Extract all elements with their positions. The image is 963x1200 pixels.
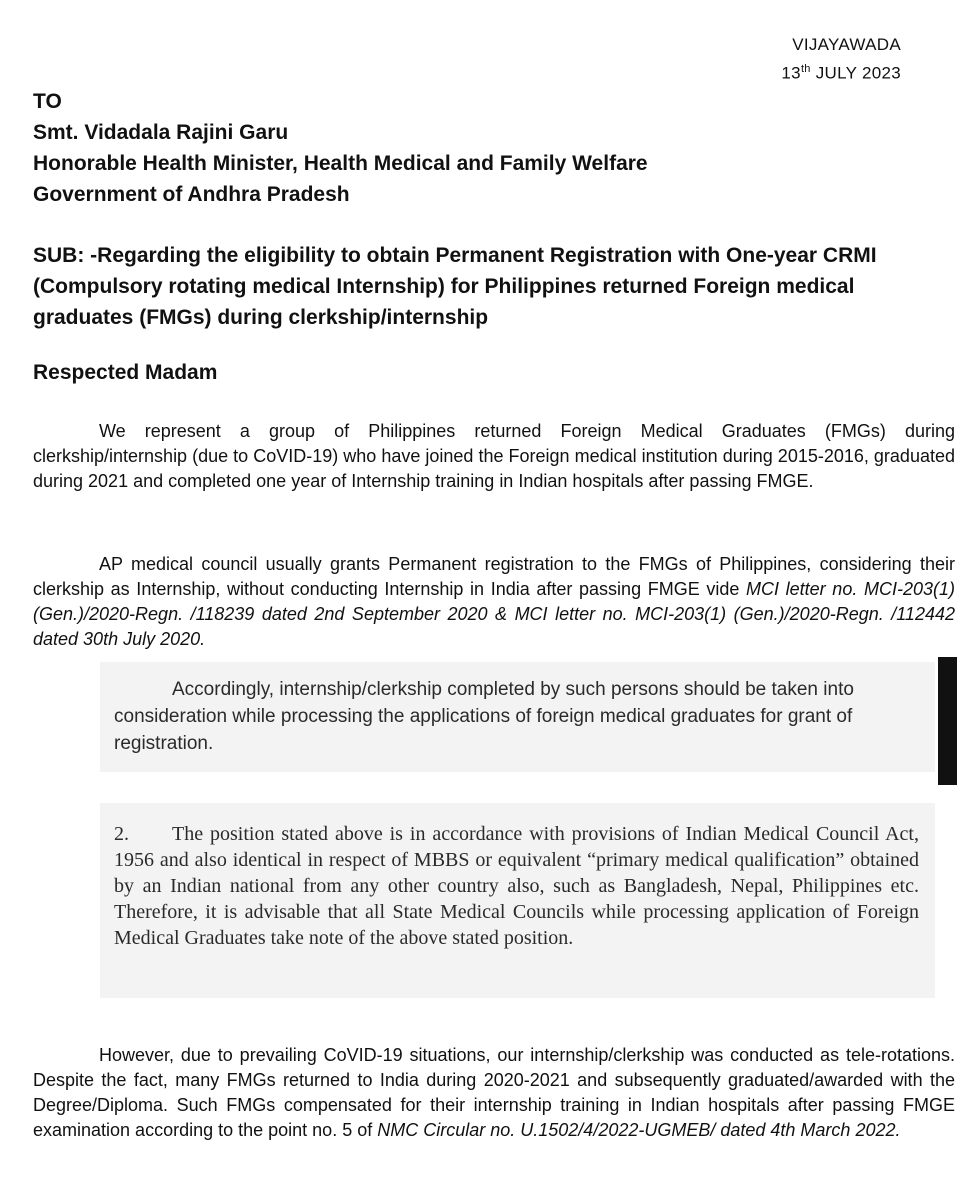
to-label: TO xyxy=(33,90,62,113)
letter-date xyxy=(781,57,901,86)
date-suffix: th xyxy=(800,63,811,75)
paragraph-3-text: However, due to prevailing CoVID-19 situations, our internship/clerkship was conducted as tele-rotations. Despite the fact, many FMGs returned to India during 2020-2021 and subsequently graduated/awarded with the Degree/Diploma. Such FMGs compensated for their internship training in Indian hospitals after passing FMGE examination according to the point no. 5 of xyxy=(33,1045,955,1140)
paragraph-2 xyxy=(33,552,955,652)
recipient-government: Government of Andhra Pradesh xyxy=(33,183,350,206)
subject-line: SUB: -Regarding the eligibility to obtain Permanent Registration with One-year CRMI (Compulsory rotating medical Internship) for Philippines returned Foreign medical graduates (FMGs) during clerkship/internship xyxy=(33,244,877,329)
scan-margin-marker xyxy=(938,657,957,785)
quoted-point-number: 2. xyxy=(114,823,129,845)
paragraph-1: We represent a group of Philippines returned Foreign Medical Graduates (FMGs) during clerkship/internship (due to CoVID-19) who have joined the Foreign medical institution during 2015-2016, graduated during 2021 and completed one year of Internship training in Indian hospitals after passing FMGE. xyxy=(33,421,955,491)
quoted-excerpt-1 xyxy=(100,662,935,772)
paragraph-3-citation: NMC Circular no. U.1502/4/2022-UGMEB/ dated 4th March 2022. xyxy=(377,1120,901,1140)
date-day: 13 xyxy=(781,63,801,83)
quoted-excerpt-1-text: Accordingly, internship/clerkship completed by such persons should be taken into consideration while processing the applications of foreign medical graduates for grant of registration. xyxy=(114,679,854,754)
paragraph-2-citation: MCI letter no. MCI-203(1) (Gen.)/2020-Regn. /118239 dated 2nd September 2020 & MCI letter no. MCI-203(1) (Gen.)/2020-Regn. /112442 dated 30th July 2020. xyxy=(33,579,955,649)
quoted-point-text: The position stated above is in accordance with provisions of Indian Medical Council Act, 1956 and also identical in respect of MBBS or equivalent “primary medical qualification” obtained by an Indian national from any other country also, such as Bangladesh, Nepal, Philippines etc. Therefore, it is advisable that all State Medical Councils while processing application of Foreign Medical Graduates take note of the above stated position. xyxy=(114,823,919,949)
salutation: Respected Madam xyxy=(33,361,218,384)
recipient-address xyxy=(33,86,648,210)
recipient-designation: Honorable Health Minister, Health Medical and Family Welfare xyxy=(33,152,648,175)
recipient-name: Smt. Vidadala Rajini Garu xyxy=(33,121,289,144)
place: VIJAYAWADA xyxy=(792,35,901,54)
date-rest: JULY 2023 xyxy=(810,63,901,83)
quoted-excerpt-2 xyxy=(100,803,935,998)
paragraph-2-text: AP medical council usually grants Permanent registration to the FMGs of Philippines, considering their clerkship as Internship, without conducting Internship in India after passing FMGE vide xyxy=(33,554,955,599)
paragraph-3 xyxy=(33,1043,955,1143)
quoted-excerpt-2-text xyxy=(114,821,919,951)
place-date-block xyxy=(781,33,901,86)
